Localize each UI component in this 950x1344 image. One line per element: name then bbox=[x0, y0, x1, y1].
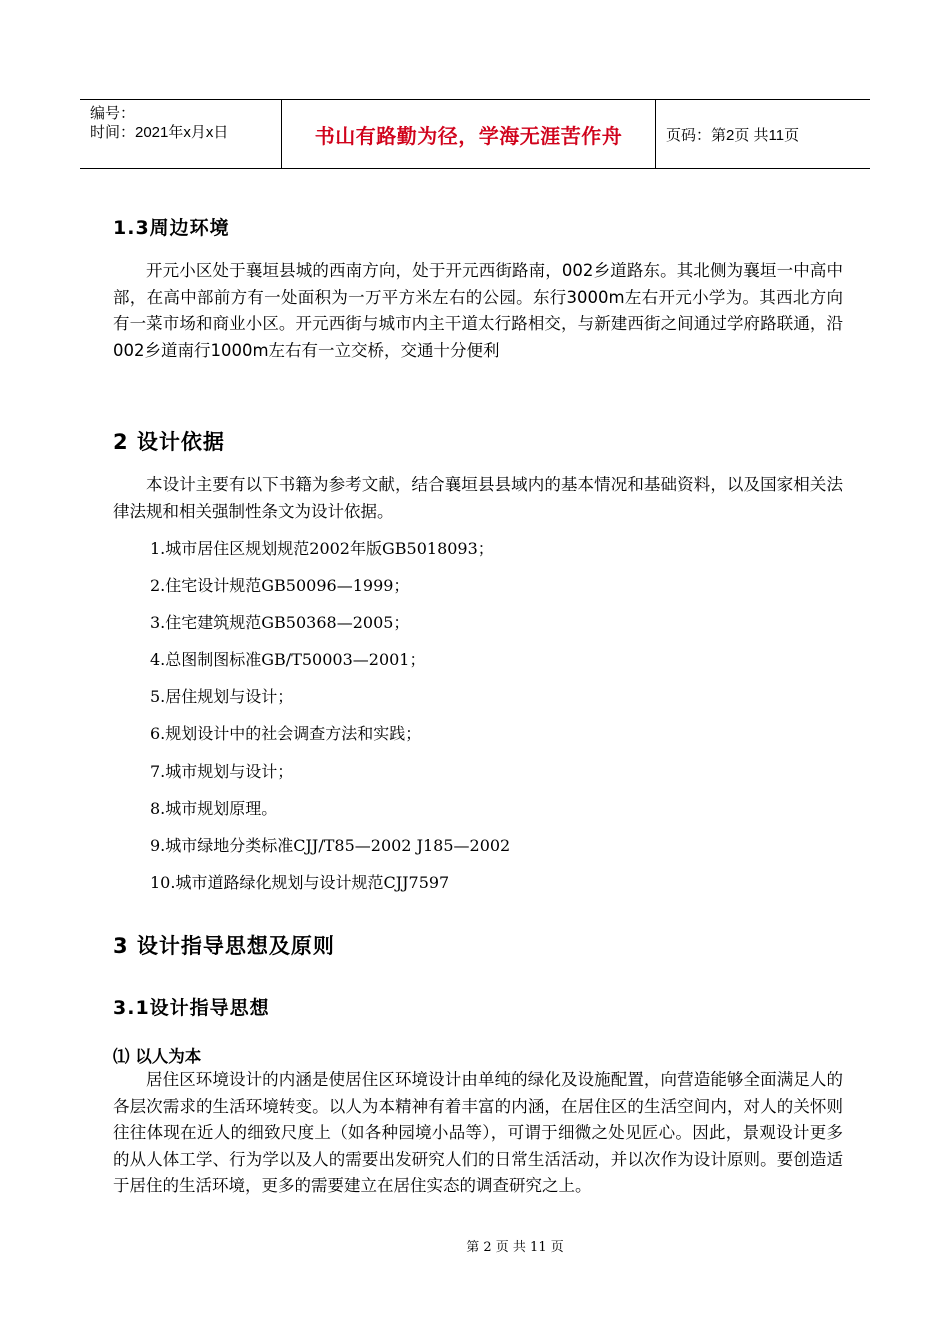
section-3-heading: 3 设计指导思想及原则 bbox=[113, 934, 335, 958]
reference-item: 6.规划设计中的社会调查方法和实践； bbox=[150, 724, 422, 744]
section-1-3-paragraph: 开元小区处于襄垣县城的西南方向，处于开元西街路南，002乡道路东。其北侧为襄垣一中高中部，在高中部前方有一处面积为一万平方米左右的公园。东行3000m左右开元小学为。其西北方向有一菜市场和商业小区。开元西街与城市内主干道太行路相交，与新建西街之间通过学府路联通，沿002乡道南行1000m左右有一立交桥，交通十分便利 bbox=[113, 261, 843, 360]
section-3-1-paragraph: 居住区环境设计的内涵是使居住区环境设计由单纯的绿化及设施配置，向营造能够全面满足人的各层次需求的生活环境转变。以人为本精神有着丰富的内涵，在居住区的生活空间内，对人的关怀则往往体现在近人的细致尺度上（如各种园境小品等），可谓于细微之处见匠心。因此，景观设计更多的从人体工学、行为学以及人的需要出发研究人们的日常生活活动，并以次作为设计原则。要创造适于居住的生活环境，更多的需要建立在居住实态的调查研究之上。 bbox=[113, 1070, 843, 1195]
header-motto: 书山有路勤为径，学海无涯苦作舟 bbox=[282, 100, 656, 168]
reference-item: 3.住宅建筑规范GB50368—2005； bbox=[150, 613, 410, 633]
section-2-heading: 2 设计依据 bbox=[113, 430, 225, 454]
reference-item: 2.住宅设计规范GB50096—1999； bbox=[150, 576, 410, 596]
section-1-3-heading: 1.3周边环境 bbox=[113, 217, 230, 239]
reference-item: 9.城市绿地分类标准CJJ/T85—2002 J185—2002 bbox=[150, 835, 511, 855]
reference-item: 8.城市规划原理。 bbox=[150, 798, 278, 818]
reference-item: 1.城市居住区规划规范2002年版GB5018093； bbox=[150, 539, 494, 558]
page-header-table bbox=[80, 99, 870, 169]
subsection-people-oriented-heading: ⑴ 以人为本 bbox=[113, 1047, 202, 1066]
section-2-paragraph: 本设计主要有以下书籍为参考文献，结合襄垣县县域内的基本情况和基础资料，以及国家相关法律法规和相关强制性条文为设计依据。 bbox=[113, 475, 843, 521]
header-meta bbox=[80, 100, 282, 168]
header-number-label: 编号： bbox=[90, 105, 136, 122]
page-footer: 第 2 页 共 11 页 bbox=[466, 1240, 564, 1255]
reference-item: 4.总图制图标准GB/T50003—2001； bbox=[150, 650, 426, 670]
reference-list bbox=[150, 535, 510, 906]
reference-item: 7.城市规划与设计； bbox=[150, 761, 294, 781]
header-time-label: 时间：2021年x月x日 bbox=[90, 124, 229, 141]
section-3-1-heading: 3.1设计指导思想 bbox=[113, 997, 270, 1019]
reference-item: 5.居住规划与设计； bbox=[150, 687, 294, 707]
reference-item: 10.城市道路绿化规划与设计规范CJJ7597 bbox=[150, 872, 450, 892]
header-page-info: 页码：第2页 共11页 bbox=[666, 126, 800, 144]
